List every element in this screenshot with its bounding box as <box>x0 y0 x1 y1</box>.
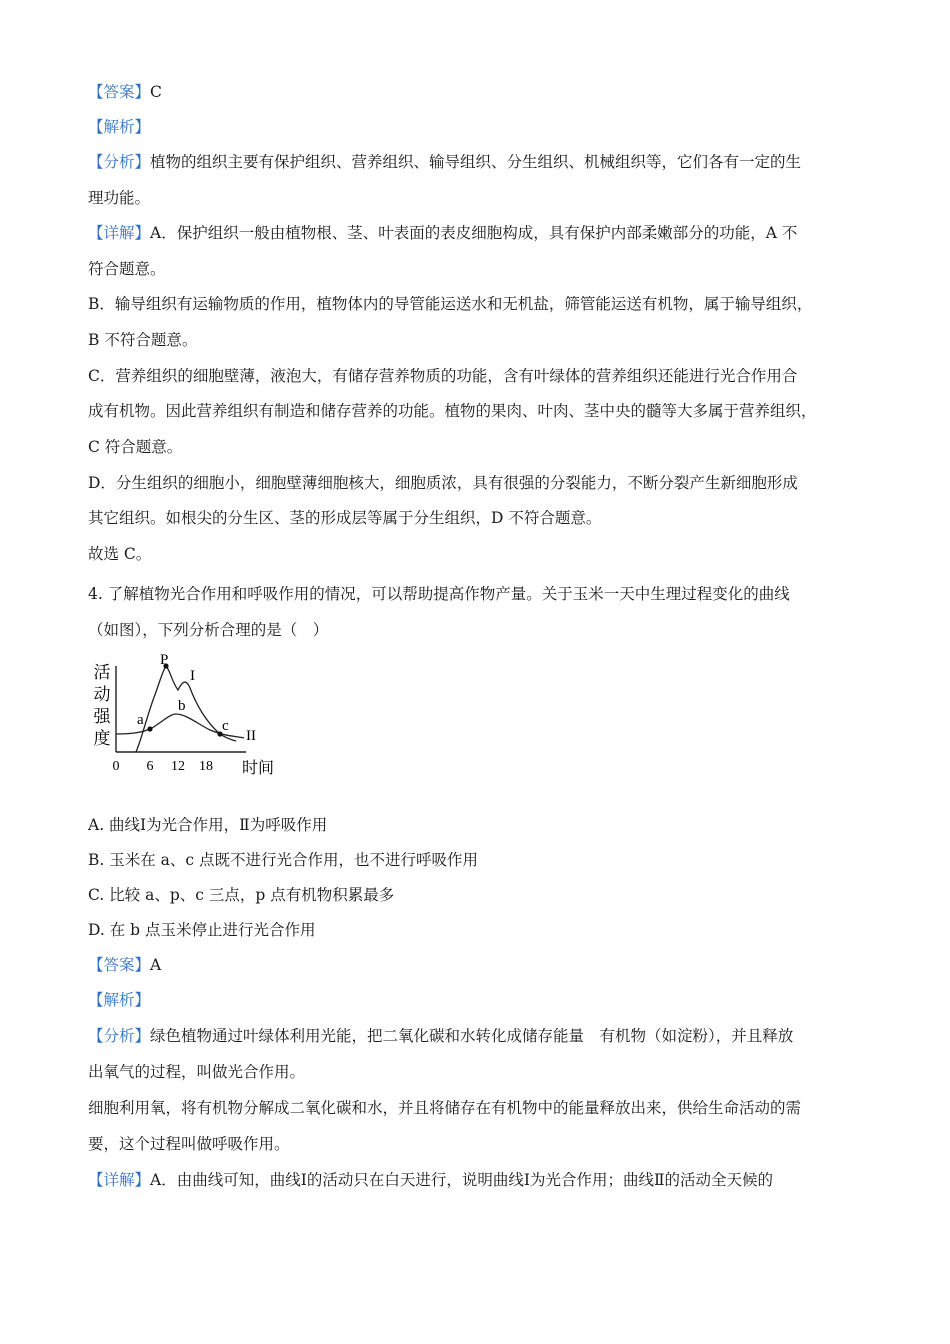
section-tag: 【详解】 <box>88 1171 151 1189</box>
line-text: D. 在 b 点玉米停止进行光合作用 <box>88 921 316 939</box>
text-line <box>88 117 868 137</box>
section-tag: 【答案】 <box>88 83 151 101</box>
photosynthesis-respiration-figure <box>86 652 286 782</box>
label-curve-1: I <box>190 668 195 684</box>
label-curve-2: II <box>246 728 256 744</box>
line-text: B 不符合题意。 <box>88 331 198 349</box>
label-p: P <box>160 652 169 668</box>
section-tag: 【分析】 <box>88 153 151 171</box>
x-tick-18: 18 <box>199 759 213 774</box>
line-text: A. 曲线Ⅰ为光合作用，Ⅱ为呼吸作用 <box>88 816 328 834</box>
ylabel-char-4: 度 <box>93 729 111 748</box>
x-axis-label: 时间 <box>242 760 275 777</box>
line-text: 细胞利用氧，将有机物分解成二氧化碳和水，并且将储存在有机物中的能量释放出来，供给生命活动的需 <box>88 1099 802 1117</box>
text-line <box>88 544 868 564</box>
text-line <box>88 259 868 279</box>
text-line <box>88 508 868 528</box>
text-line <box>88 1026 868 1046</box>
text-line <box>88 1170 868 1190</box>
line-text: A．由曲线可知，曲线Ⅰ的活动只在白天进行，说明曲线Ⅰ为光合作用；曲线Ⅱ的活动全天候的 <box>150 1171 773 1189</box>
ylabel-char-2: 动 <box>93 685 111 704</box>
text-line <box>88 294 868 314</box>
text-line <box>88 885 868 905</box>
x-tick-0: 0 <box>112 759 120 774</box>
line-text: C 符合题意。 <box>88 438 183 456</box>
text-line <box>88 82 868 102</box>
curve-photosynthesis <box>136 666 236 752</box>
ylabel-char-1: 活 <box>93 663 111 682</box>
line-text: A．保护组织一般由植物根、茎、叶表面的表皮细胞构成，具有保护内部柔嫩部分的功能，A 不 <box>150 224 798 242</box>
line-text: （如图），下列分析合理的是（ ） <box>88 621 329 639</box>
text-line <box>88 152 868 172</box>
text-line <box>88 1098 868 1118</box>
section-tag: 【解析】 <box>88 118 151 136</box>
line-text: 绿色植物通过叶绿体利用光能，把二氧化碳和水转化成储存能量 有机物（如淀粉），并且释放 <box>150 1027 794 1045</box>
line-text: 4. 了解植物光合作用和呼吸作用的情况，可以帮助提高作物产量。关于玉米一天中生理过程变化的曲线 <box>88 585 790 603</box>
line-text: 要，这个过程叫做呼吸作用。 <box>88 1135 290 1153</box>
line-text: B．输导组织有运输物质的作用，植物体内的导管能运送水和无机盐，筛管能运送有机物，属于输导组织， <box>88 295 813 313</box>
text-line <box>88 955 868 975</box>
text-line <box>88 366 868 386</box>
line-text: D．分生组织的细胞小，细胞壁薄细胞核大，细胞质浓，具有很强的分裂能力，不断分裂产生新细胞形成 <box>88 474 798 492</box>
text-line <box>88 401 868 421</box>
line-text: B. 玉米在 a、c 点既不进行光合作用，也不进行呼吸作用 <box>88 851 479 869</box>
text-line <box>88 330 868 350</box>
text-line <box>88 920 868 940</box>
x-tick-6: 6 <box>146 759 154 774</box>
label-c: c <box>222 718 229 734</box>
section-tag: 【分析】 <box>88 1027 151 1045</box>
line-text: 符合题意。 <box>88 260 166 278</box>
line-text: 植物的组织主要有保护组织、营养组织、输导组织、分生组织、机械组织等，它们各有一定的生 <box>150 153 802 171</box>
section-tag: 【答案】 <box>88 956 151 974</box>
text-line <box>88 473 868 493</box>
section-tag: 【解析】 <box>88 991 151 1009</box>
label-a: a <box>137 712 144 728</box>
text-line <box>88 815 868 835</box>
text-line <box>88 188 868 208</box>
text-line <box>88 223 868 243</box>
section-tag: 【详解】 <box>88 224 151 242</box>
line-text: 故选 C。 <box>88 545 152 563</box>
text-line <box>88 1134 868 1154</box>
line-text: 其它组织。如根尖的分生区、茎的形成层等属于分生组织，D 不符合题意。 <box>88 509 602 527</box>
line-text: A <box>150 956 162 974</box>
line-text: 出氧气的过程，叫做光合作用。 <box>88 1063 306 1081</box>
text-line <box>88 850 868 870</box>
label-b: b <box>178 698 186 714</box>
text-line <box>88 437 868 457</box>
figure-svg <box>86 652 286 782</box>
text-line <box>88 1062 868 1082</box>
line-text: C. 比较 a、p、c 三点，p 点有机物积累最多 <box>88 886 395 904</box>
line-text: C．营养组织的细胞壁薄，液泡大，有储存营养物质的功能，含有叶绿体的营养组织还能进行光合作用合 <box>88 367 798 385</box>
ylabel-char-3: 强 <box>93 707 111 726</box>
point-a <box>147 726 152 731</box>
line-text: C <box>150 83 162 101</box>
text-line <box>88 990 868 1010</box>
text-line <box>88 584 868 604</box>
text-line <box>88 620 868 640</box>
line-text: 理功能。 <box>88 189 151 207</box>
x-tick-12: 12 <box>171 759 185 774</box>
line-text: 成有机物。因此营养组织有制造和储存营养的功能。植物的果肉、叶肉、茎中央的髓等大多属于营养组织， <box>88 402 817 420</box>
